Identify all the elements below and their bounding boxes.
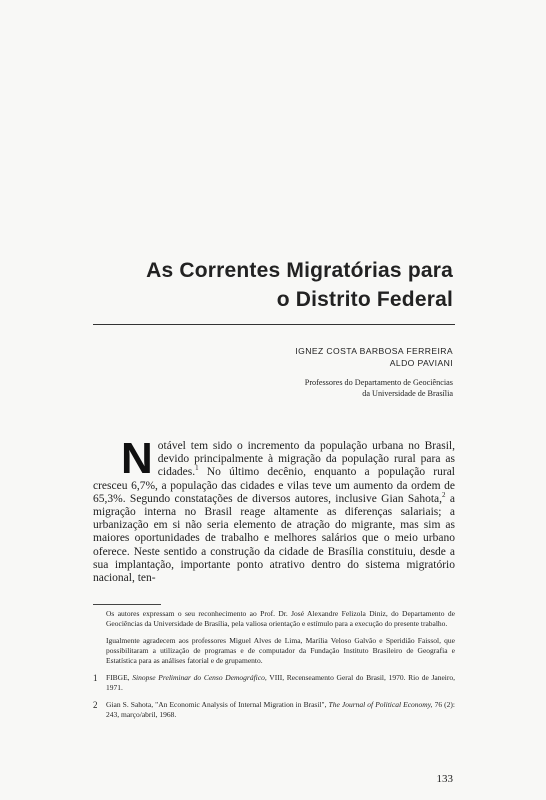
footnote-2-text	[106, 700, 455, 720]
footnote-2	[93, 700, 455, 720]
page-number: 133	[436, 773, 453, 785]
affiliation-line-1: Professores do Departamento de Geociências	[304, 378, 453, 387]
footnote-2-journal: The Journal of Political Economy,	[328, 700, 433, 709]
footnote-1-details: VIII, Recenseamento Geral do Brasil, 1970. Rio de Janeiro, 1971.	[106, 673, 455, 692]
acknowledgement-2-text: Igualmente agradecem aos professores Miguel Alves de Lima, Marília Veloso Galvão e Speridião Faissol, que possibilitaram a utilização de programas e de computador da Fundação Instituto Brasileiro de Geografia e Estatística para as análises fatorial e de grupamento.	[106, 636, 455, 665]
footnote-1-text	[106, 673, 455, 693]
body-text-part-2: No último decênio, enquanto a população rural cresceu 6,7%, a população das cidades e vilas teve um aumento da ordem de 65,3%. Segundo constatações de diversos autores, inclusive Gian Sahota,	[93, 466, 455, 505]
article-title	[146, 256, 453, 314]
authors	[295, 346, 453, 369]
drop-cap: N	[121, 434, 153, 483]
footnote-ref-2[interactable]: 2	[442, 490, 446, 499]
footnote-2-details: 76 (2): 243, março/abril, 1968.	[106, 700, 455, 719]
footnote-divider	[93, 604, 161, 605]
footnote-2-author: Gian S. Sahota, "An Economic Analysis of Internal Migration in Brasil",	[106, 700, 327, 709]
author-affiliation	[305, 378, 453, 399]
footnote-2-number: 2	[93, 700, 98, 710]
body-paragraph	[93, 434, 456, 585]
title-divider	[93, 324, 455, 325]
body-text-part-1: otável tem sido o incremento da população urbana no Brasil, devido principalmente à migração da população rural para as cidades.	[157, 440, 455, 479]
title-line-1: As Correntes Migratórias para	[146, 259, 453, 282]
author-1: IGNEZ COSTA BARBOSA FERREIRA	[295, 346, 453, 356]
footnote-1-title: Sinopse Preliminar do Censo Demográfico,	[132, 673, 267, 682]
footnote-ref-1[interactable]: 1	[195, 464, 199, 473]
body-text	[93, 434, 456, 585]
title-line-2: o Distrito Federal	[276, 288, 453, 311]
acknowledgement-1-text: Os autores expressam o seu reconhecimento ao Prof. Dr. José Alexandre Felizola Diniz, do Departamento de Geociências da Universidade de Brasília, pela valiosa orientação e estímulo para a execução do presente trabalho.	[106, 609, 455, 628]
footnote-1-number: 1	[93, 673, 98, 683]
footnote-1-source: FIBGE,	[106, 673, 130, 682]
acknowledgement-1	[93, 609, 455, 629]
author-2: ALDO PAVIANI	[389, 357, 453, 368]
affiliation-line-2: da Universidade de Brasília	[362, 388, 453, 398]
footnote-1	[93, 673, 455, 693]
footnotes	[93, 609, 455, 727]
acknowledgement-2	[93, 636, 455, 666]
body-text-part-3: a migração interna no Brasil reage altamente as diferenças salariais; a urbanização em si não seria elemento de atração do migrante, mas sim as maiores oportunidades de trabalho e melhores salários que o meio urbano oferece. Neste sentido a construção da cidade de Brasília constituiu, desde a sua implantação, importante ponto atrativo dentro do sistema migratório nacional, ten-	[93, 492, 456, 585]
